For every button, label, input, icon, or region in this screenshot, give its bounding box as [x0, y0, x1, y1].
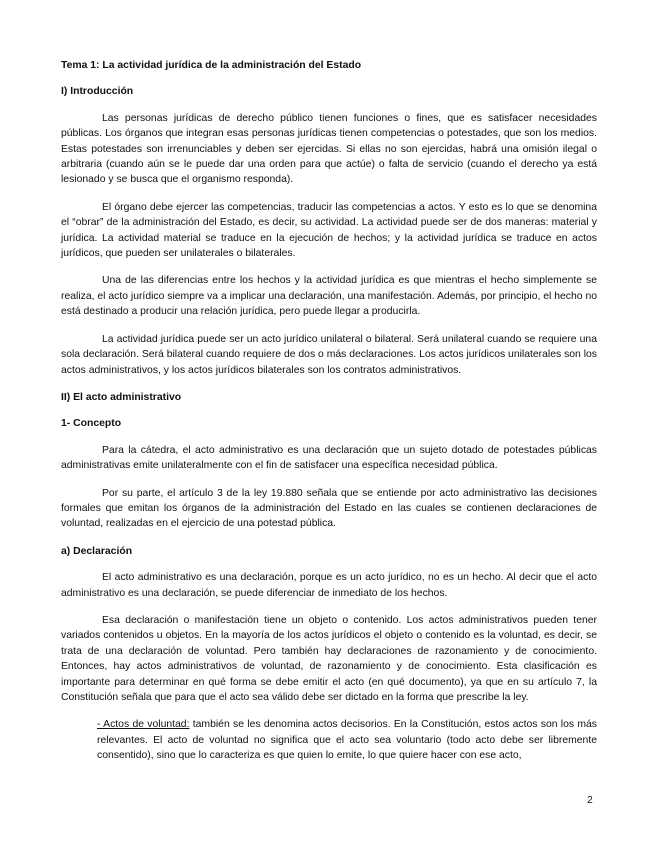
paragraph: Una de las diferencias entre los hechos y la actividad jurídica es que mientras el hecho simplemente se realiza, el acto jurídico siempre va a implicar una declaración, una manifestación. Además, por principio, el hecho no está destinado a producir una relación jurídica, pero puede llegar a producirla. — [61, 275, 597, 318]
paragraph: Las personas jurídicas de derecho público tienen funciones o fines, que es satisfacer necesidades públicas. Los órganos que integran esas personas jurídicas tienen competencias o potestades, que son los medios. Estas potestades son irrenunciables y deben ser ejercidas. Si ellas no son ejercidas, habrá una omisión ilegal o arbitraria (cuando aún se le puede dar una orden para que actúe) o falta de servicio (cuando el derecho ya está lesionado y se busca que el organismo responda). — [61, 112, 597, 186]
paragraph: El acto administrativo es una declaración, porque es un acto jurídico, no es un hecho. Al decir que el acto administrativo es una declaración, se puede diferenciar de inmediato de los hechos. — [61, 572, 597, 599]
paragraph: El órgano debe ejercer las competencias, traducir las competencias a actos. Y esto es lo que se denomina el “obrar” de la administración del Estado, es decir, su actividad. La actividad puede ser de dos maneras: material y jurídica. La actividad material se traduce en la ejecución de hechos; y la actividad jurídica se traduce en actos jurídicos, que pueden ser unilaterales o bilaterales. — [61, 201, 597, 260]
subsection-heading-declaracion: a) Declaración — [61, 545, 133, 557]
list-item-text: también se les denomina actos decisorios. En la Constitución, estos actos son los más relevantes. El acto de voluntad no significa que el acto sea voluntario (todo acto debe ser libremente consentido), sino que lo caracteriza es que quien lo emite, lo que quiere hacer con ese acto, — [97, 719, 598, 762]
list-item-actos-voluntad — [97, 717, 597, 763]
paragraph: Para la cátedra, el acto administrativo es una declaración que un sujeto dotado de potestades públicas administrativas emite unilateralmente con el fin de satisfacer una específica necesidad pública. — [61, 444, 597, 472]
paragraph: Por su parte, el artículo 3 de la ley 19.880 señala que se entiende por acto administrativo las decisiones formales que emitan los órganos de la administración del Estado en las cuales se contienen declaraciones de voluntad, realizadas en el ejercicio de una potestad pública. — [61, 487, 597, 530]
document-title: Tema 1: La actividad jurídica de la administración del Estado — [61, 60, 362, 71]
paragraph: Esa declaración o manifestación tiene un objeto o contenido. Los actos administrativos pueden tener variados contenidos u objetos. En la mayoría de los actos jurídicos el objeto o contenido es la voluntad, es decir, se trata de una declaración de voluntad. Pero también hay declaraciones de razonamiento y de conocimiento. Entonces, hay actos administrativos de voluntad, de razonamiento y de conocimiento. Esta clasificación es importante para determinar en qué forma se debe emitir el acto (en qué documento), ya que en su artículo 7, la Constitución señala que para que el acto sea válido debe ser dictado en la forma que prescribe la ley. — [61, 614, 597, 703]
list-item-label: - Actos de voluntad: — [97, 719, 190, 731]
section-heading-introduccion: I) Introducción — [61, 86, 134, 98]
section-heading-acto-administrativo: II) El acto administrativo — [61, 391, 182, 403]
page-number: 2 — [587, 795, 593, 806]
subsection-heading-concepto: 1- Concepto — [61, 418, 122, 430]
page-content — [61, 58, 597, 776]
paragraph: La actividad jurídica puede ser un acto jurídico unilateral o bilateral. Será unilateral cuando se requiere una sola declaración. Será bilateral cuando requiere de dos o más declaraciones. Los actos jurídicos unilaterales son los actos administrativos, y los actos jurídicos bilaterales son los contratos administrativos. — [61, 333, 598, 376]
